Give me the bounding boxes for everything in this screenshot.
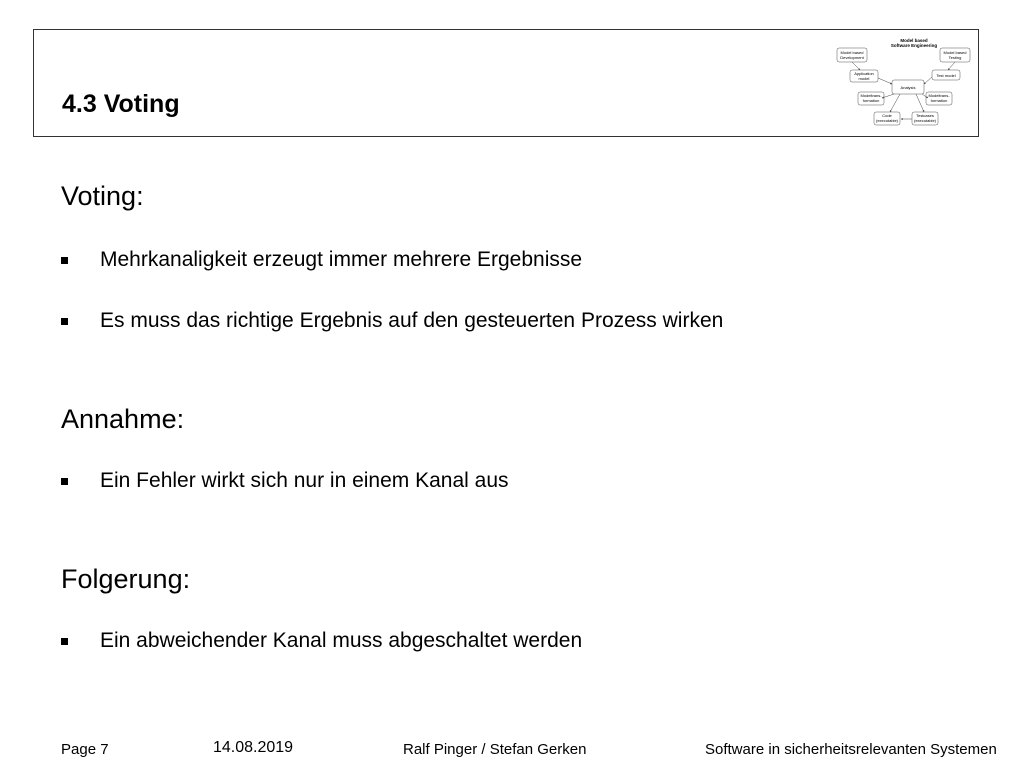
slide-title: 4.3 Voting [62, 90, 180, 118]
svg-text:Testcases: Testcases [916, 113, 934, 118]
diagram-node-testing [940, 48, 970, 62]
diagram-node-testcases [912, 112, 938, 125]
footer-course-title: Software in sicherheitsrelevanten Systemen [705, 741, 997, 758]
svg-text:(executable): (executable) [875, 118, 899, 123]
diagram-node-dev [837, 48, 867, 62]
svg-text:Application: Application [854, 71, 874, 76]
bullet-marker [61, 257, 68, 264]
section-heading-folgerung: Folgerung: [61, 564, 191, 594]
svg-text:(executable): (executable) [913, 118, 937, 123]
svg-text:Modeltrans-: Modeltrans- [928, 93, 950, 98]
header-box [33, 29, 979, 137]
svg-text:Code: Code [882, 113, 892, 118]
footer-page-number: Page 7 [61, 741, 109, 758]
mbse-diagram [834, 34, 979, 134]
bullet-item [61, 309, 723, 333]
svg-text:Modeltrans-: Modeltrans- [860, 93, 882, 98]
diagram-title-1: Model based [900, 38, 928, 43]
svg-text:Model based: Model based [840, 50, 864, 55]
bullet-item [61, 469, 509, 493]
svg-text:Test model: Test model [936, 73, 956, 78]
svg-text:Development: Development [840, 55, 864, 60]
bullet-text: Es muss das richtige Ergebnis auf den gesteuerten Prozess wirken [100, 309, 724, 332]
bullet-item [61, 248, 582, 272]
section-heading-annahme: Annahme: [61, 404, 185, 434]
diagram-node-code [874, 112, 900, 125]
bullet-marker [61, 478, 68, 485]
diagram-node-mt2 [926, 92, 952, 105]
diagram-node-analysis [892, 80, 924, 94]
bullet-item [61, 629, 582, 653]
svg-text:formation: formation [862, 98, 880, 103]
svg-text:Testing: Testing [948, 55, 962, 60]
bullet-marker [61, 638, 68, 645]
bullet-marker [61, 318, 68, 325]
svg-text:formation: formation [930, 98, 948, 103]
bullet-text: Ein abweichender Kanal muss abgeschaltet werden [100, 629, 583, 652]
diagram-node-app-model [850, 70, 878, 82]
bullet-text: Mehrkanaligkeit erzeugt immer mehrere Ergebnisse [100, 248, 583, 271]
svg-text:Model based: Model based [943, 50, 967, 55]
bullet-text: Ein Fehler wirkt sich nur in einem Kanal aus [100, 469, 509, 492]
diagram-node-mt1 [858, 92, 884, 105]
footer-date: 14.08.2019 [213, 739, 294, 756]
svg-text:model: model [858, 76, 870, 81]
diagram-node-test-model [932, 70, 960, 80]
svg-text:Analysis: Analysis [900, 85, 916, 90]
footer-authors: Ralf Pinger / Stefan Gerken [403, 741, 587, 758]
diagram-title-2: Software Engineering [890, 43, 938, 48]
section-heading-voting: Voting: [61, 181, 144, 211]
